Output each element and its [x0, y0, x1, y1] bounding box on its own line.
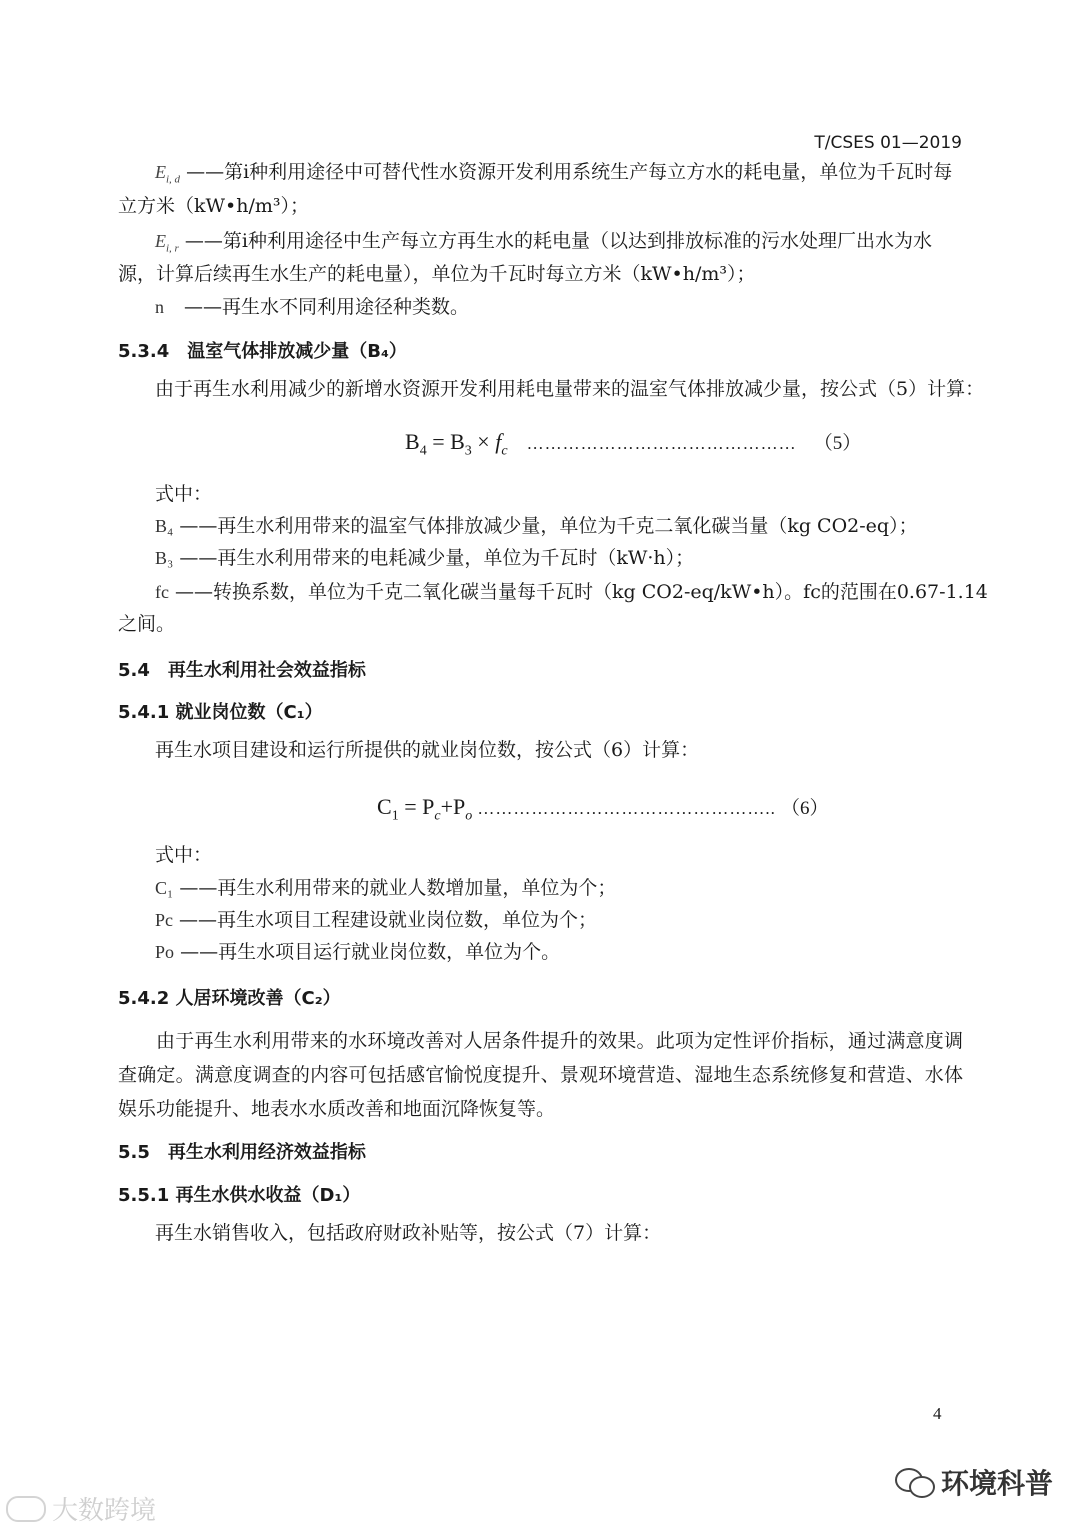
def-text: ——再生水不同利用途径种类数。: [184, 296, 470, 318]
def-n: [155, 295, 469, 319]
def-po: [155, 940, 560, 964]
def-symbol: B₄: [155, 516, 174, 536]
page-number: 4: [933, 1404, 942, 1423]
def-text: ——再生水项目运行就业岗位数，单位为个。: [180, 941, 561, 963]
def-symbol: C₁: [155, 878, 174, 898]
def-text: ——再生水项目工程建设就业岗位数，单位为个；: [179, 909, 598, 931]
section-heading-5-3-4: 5.3.4 温室气体排放减少量（B₄）: [118, 341, 407, 362]
section-heading-5-5-1: 5.5.1 再生水供水收益（D₁）: [118, 1185, 361, 1206]
paragraph: 再生水项目建设和运行所提供的就业岗位数，按公式（6）计算：: [155, 739, 700, 761]
section-heading-5-4: 5.4 再生水利用社会效益指标: [118, 660, 366, 681]
def-continuation: 源，计算后续再生水生产的耗电量），单位为千瓦时每立方米（kW•h/m³）；: [118, 263, 756, 285]
def-text: ——第i种利用途径中生产每立方再生水的耗电量（以达到排放标准的污水处理厂出水为水: [184, 230, 932, 252]
def-text: ——转换系数，单位为千克二氧化碳当量每千瓦时（kg CO2-eq/kW•h）。fc的范围在0.67-1.14: [175, 581, 988, 603]
watermark-text: 环境科普: [941, 1467, 1054, 1500]
where-label: 式中：: [155, 844, 213, 866]
paragraph: 由于再生水利用减少的新增水资源开发利用耗电量带来的温室气体排放减少量，按公式（5）计算：: [155, 378, 985, 400]
def-b3: [155, 546, 694, 570]
section-heading-5-4-1: 5.4.1 就业岗位数（C₁）: [118, 702, 323, 723]
def-symbol: $E_{i, r}$: [155, 231, 179, 255]
def-e-i-d: [155, 160, 952, 192]
watermark-right: [895, 1462, 1053, 1502]
def-symbol: B₃: [155, 548, 174, 568]
where-label: 式中：: [155, 483, 213, 505]
watermark-logo-icon: [6, 1496, 46, 1522]
def-text: ——再生水利用带来的就业人数增加量，单位为个；: [179, 877, 617, 899]
def-symbol: Pc: [155, 910, 173, 930]
formula-expression: $C_1 = P_c+P_o$: [377, 794, 473, 824]
def-text: ——再生水利用带来的电耗减少量，单位为千瓦时（kW·h）；: [179, 547, 695, 569]
equation-number: （5）: [813, 433, 862, 454]
def-symbol: fc: [155, 582, 169, 602]
def-pc: [155, 908, 597, 932]
def-text: ——第i种利用途径中可替代性水资源开发利用系统生产每立方水的耗电量，单位为千瓦时每: [186, 161, 953, 183]
def-symbol: $E_{i, d}$: [155, 162, 181, 186]
leader-dots: ………………………………………: [526, 434, 797, 453]
def-b4: [155, 514, 918, 538]
watermark-left: [6, 1490, 156, 1527]
paragraph: 再生水销售收入，包括政府财政补贴等，按公式（7）计算：: [155, 1222, 662, 1244]
def-text: ——再生水利用带来的温室气体排放减少量，单位为千克二氧化碳当量（kg CO2-eq）；: [179, 515, 918, 537]
paragraph: 由于再生水利用带来的水环境改善对人居条件提升的效果。此项为定性评价指标，通过满意度调查确定。满意度调查的内容可包括感官愉悦度提升、景观环境营造、湿地生态系统修复和营造、水体娱乐功能提升、地表水水质改善和地面沉降恢复等。: [118, 1030, 963, 1120]
wechat-icon: [895, 1466, 935, 1498]
watermark-text: 大数跨境: [52, 1496, 157, 1526]
def-c1: [155, 876, 616, 900]
section-heading-5-5: 5.5 再生水利用经济效益指标: [118, 1142, 366, 1163]
leader-dots: …………………………………………..: [477, 799, 776, 818]
def-e-i-r: [155, 229, 932, 261]
standard-code: T/CSES 01—2019: [814, 133, 962, 153]
equation-number: （6）: [780, 798, 829, 819]
formula-expression: $B_4 = B_3 \times f_c$: [405, 429, 508, 459]
def-symbol: Po: [155, 942, 175, 962]
section-heading-5-4-2: 5.4.2 人居环境改善（C₂）: [118, 988, 341, 1009]
def-continuation: 立方米（kW•h/m³）；: [118, 195, 310, 217]
def-fc: [155, 580, 988, 604]
formula-6: [377, 793, 828, 824]
def-symbol: n: [155, 297, 164, 317]
def-continuation: 之间。: [118, 613, 176, 635]
formula-5: [405, 428, 861, 459]
